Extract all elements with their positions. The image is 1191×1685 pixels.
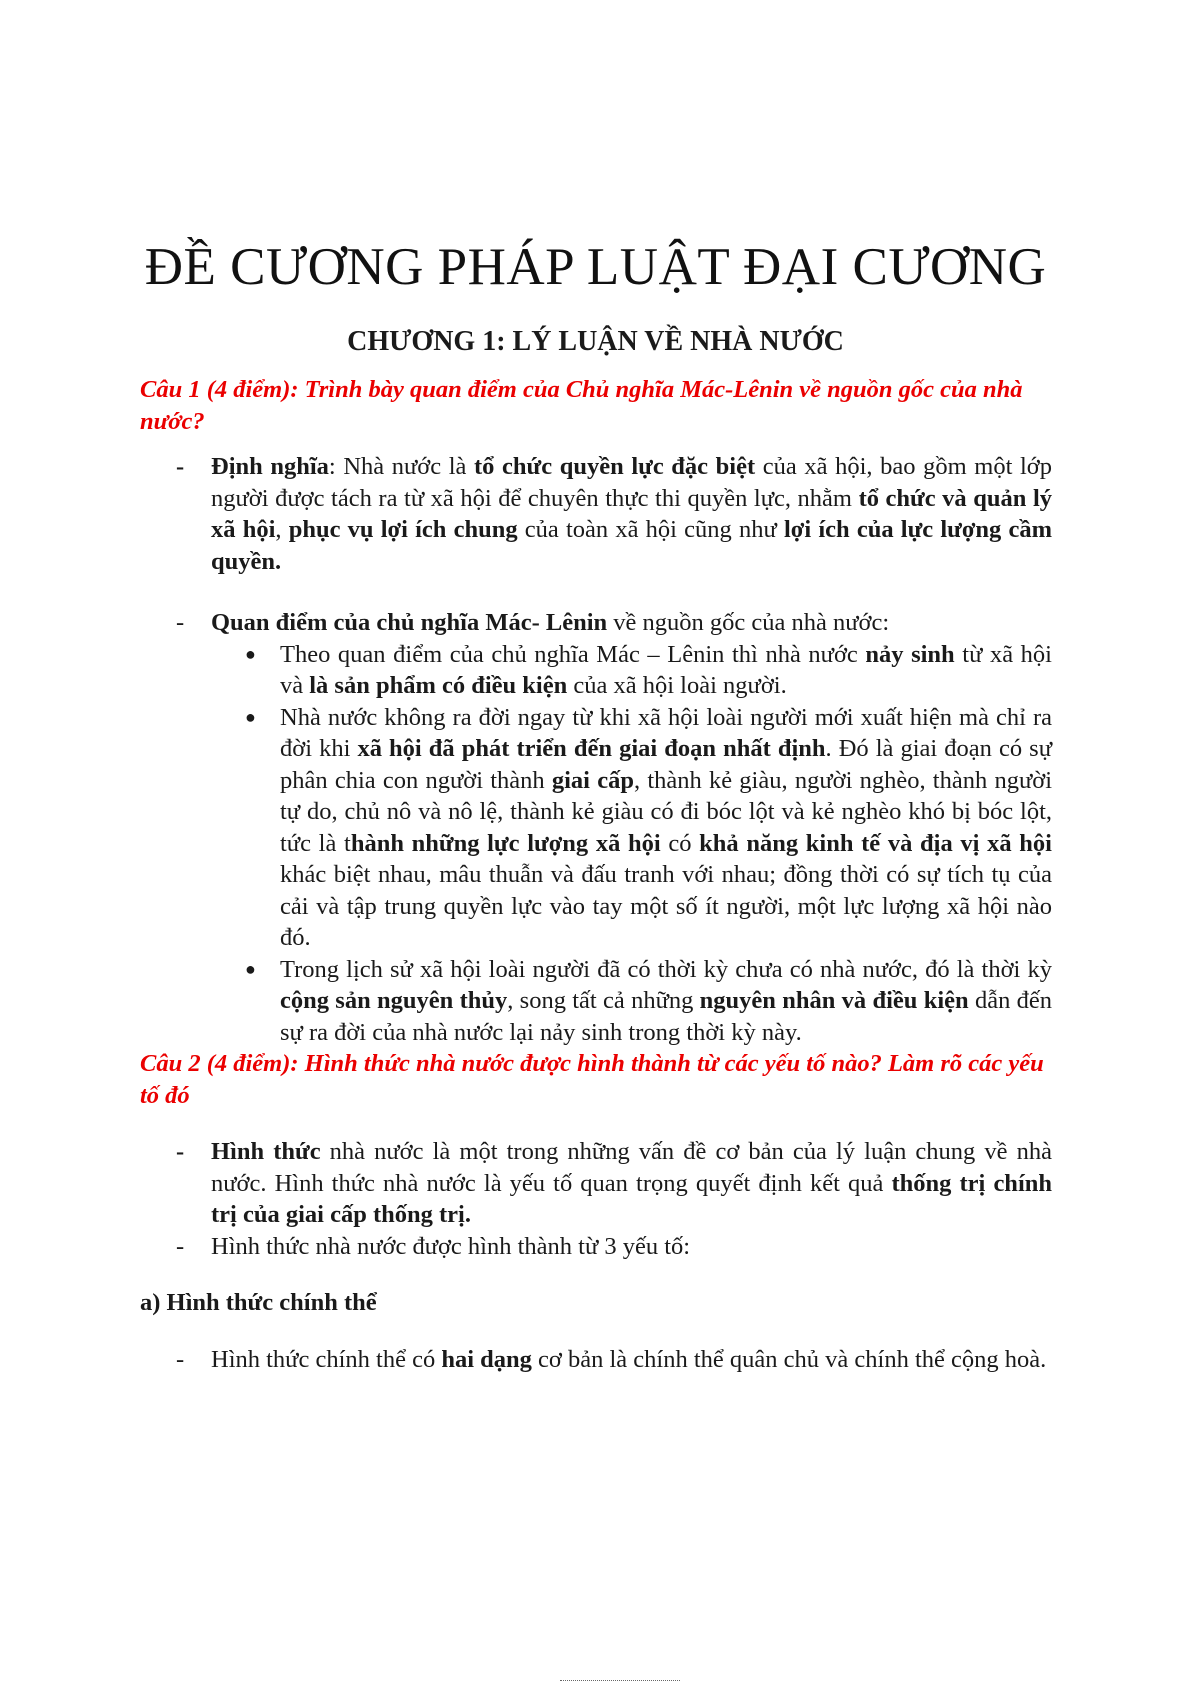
text-run: cơ bản là chính thể quân chủ và chính thể cộng hoà. <box>531 1345 1047 1373</box>
bold-run: nguyên nhân và điều kiện <box>699 987 969 1014</box>
text-run: , thành kẻ giàu, người nghèo, thành người tự do, chủ nô và nô lệ, thành kẻ giàu có đi bóc lột và kẻ nghèo khó bị bóc lột, tức là t <box>280 766 1052 857</box>
dash-marker: - <box>176 1138 185 1165</box>
question-2-heading: Câu 2 (4 điểm): Hình thức nhà nước được hình thành từ các yếu tố nào? Làm rõ các yếu tố đó <box>140 1050 1044 1109</box>
bold-run: Quan điểm của chủ nghĩa Mác- Lênin <box>211 609 608 636</box>
bold-run: hai dạng <box>441 1345 532 1373</box>
dash-marker: - <box>176 1345 185 1373</box>
bold-run: thống trị chính trị của giai cấp thống trị. <box>211 1169 1052 1228</box>
text-run: : Nhà nước là <box>328 453 475 480</box>
section-a-heading: a) Hình thức chính thể <box>140 1289 377 1316</box>
text-run: từ xã hội và <box>280 640 1052 699</box>
bold-run: xã hội đã phát triển đến giai đoạn nhất định <box>357 735 826 762</box>
bold-run: là sản phẩm có điều kiện <box>309 672 568 699</box>
text-run: , <box>275 516 289 543</box>
text-run: Hình thức chính thể có <box>211 1345 442 1373</box>
bold-run: hành những lực lượng xã hội <box>350 829 661 857</box>
dash-marker: - <box>176 453 185 480</box>
bold-run: giai cấp <box>551 766 634 794</box>
text-run: nhà nước là một trong những vấn đề cơ bản của lý luận chung về nhà nước. Hình thức nhà nước là yếu tố quan trọng quyết định kết quả <box>211 1138 1052 1197</box>
question-1-heading: Câu 1 (4 điểm): Trình bày quan điểm của Chủ nghĩa Mác-Lênin về nguồn gốc của nhà nước? <box>140 376 1023 435</box>
text-run: Nhà nước không ra đời ngay từ khi xã hội loài người mới xuất hiện mà chỉ ra đời khi <box>280 703 1052 762</box>
bold-run: phục vụ lợi ích chung <box>288 516 518 543</box>
bold-run: tổ chức và quản lý xã hội <box>211 484 1053 543</box>
chapter-title: CHƯƠNG 1: LÝ LUẬN VỀ NHÀ NƯỚC <box>347 326 844 357</box>
text-run: của xã hội, bao gồm một lớp người được tách ra từ xã hội để chuyên thực thi quyền lực, nhằm <box>211 453 1052 512</box>
bold-run: lợi ích của lực lượng cầm quyền. <box>211 516 1053 575</box>
text-run: có <box>660 829 700 857</box>
bold-run: khả năng kinh tế và địa vị xã hội <box>699 829 1052 857</box>
text-run: Trong lịch sử xã hội loài người đã có thời kỳ chưa có nhà nước, đó là thời kỳ <box>280 955 1052 983</box>
form-definition-paragraph <box>140 1136 1052 1231</box>
text-run: . Đó là giai đoạn có sự phân chia con người thành <box>280 735 1052 794</box>
bold-run: Hình thức <box>211 1138 321 1165</box>
dash-marker: - <box>176 609 185 636</box>
dash-marker: - <box>176 1232 185 1260</box>
text-run: Theo quan điểm của chủ nghĩa Mác – Lênin thì nhà nước <box>280 640 866 668</box>
government-form-paragraph <box>140 1344 1052 1376</box>
text-run: , song tất cả những <box>507 987 700 1014</box>
bullet-marker: ● <box>245 958 256 979</box>
text-run: về nguồn gốc của nhà nước: <box>607 609 890 636</box>
bullet-marker: ● <box>245 706 256 727</box>
text-run: của xã hội loài người. <box>567 672 787 699</box>
marxist-view-paragraph <box>140 607 1052 639</box>
list-item <box>140 954 1052 1049</box>
bold-run: tổ chức quyền lực đặc biệt <box>474 453 756 480</box>
page-edge-mark <box>560 1680 680 1681</box>
marxist-view-bullets <box>140 639 1052 1049</box>
document-title: ĐỀ CƯƠNG PHÁP LUẬT ĐẠI CƯƠNG <box>144 238 1047 296</box>
form-factors-paragraph <box>140 1231 1052 1263</box>
text-run: Hình thức nhà nước được hình thành từ 3 yếu tố: <box>211 1232 691 1260</box>
text-run: của toàn xã hội cũng như <box>517 516 784 543</box>
bold-run: nảy sinh <box>865 640 955 668</box>
definition-paragraph <box>140 451 1052 577</box>
definition-term: Định nghĩa <box>211 453 329 480</box>
text-run: dẫn đến sự ra đời của nhà nước lại nảy sinh trong thời kỳ này. <box>280 987 1052 1046</box>
bold-run: cộng sản nguyên thủy <box>280 987 508 1014</box>
document-body <box>140 374 1052 1375</box>
text-run: khác biệt nhau, mâu thuẫn và đấu tranh với nhau; đồng thời có sự tích tụ của cải và tập trung quyền lực vào tay một số ít người, một lực lượng xã hội nào đó. <box>280 861 1052 951</box>
list-item <box>140 702 1052 954</box>
list-item <box>140 639 1052 702</box>
bullet-marker: ● <box>245 643 256 664</box>
